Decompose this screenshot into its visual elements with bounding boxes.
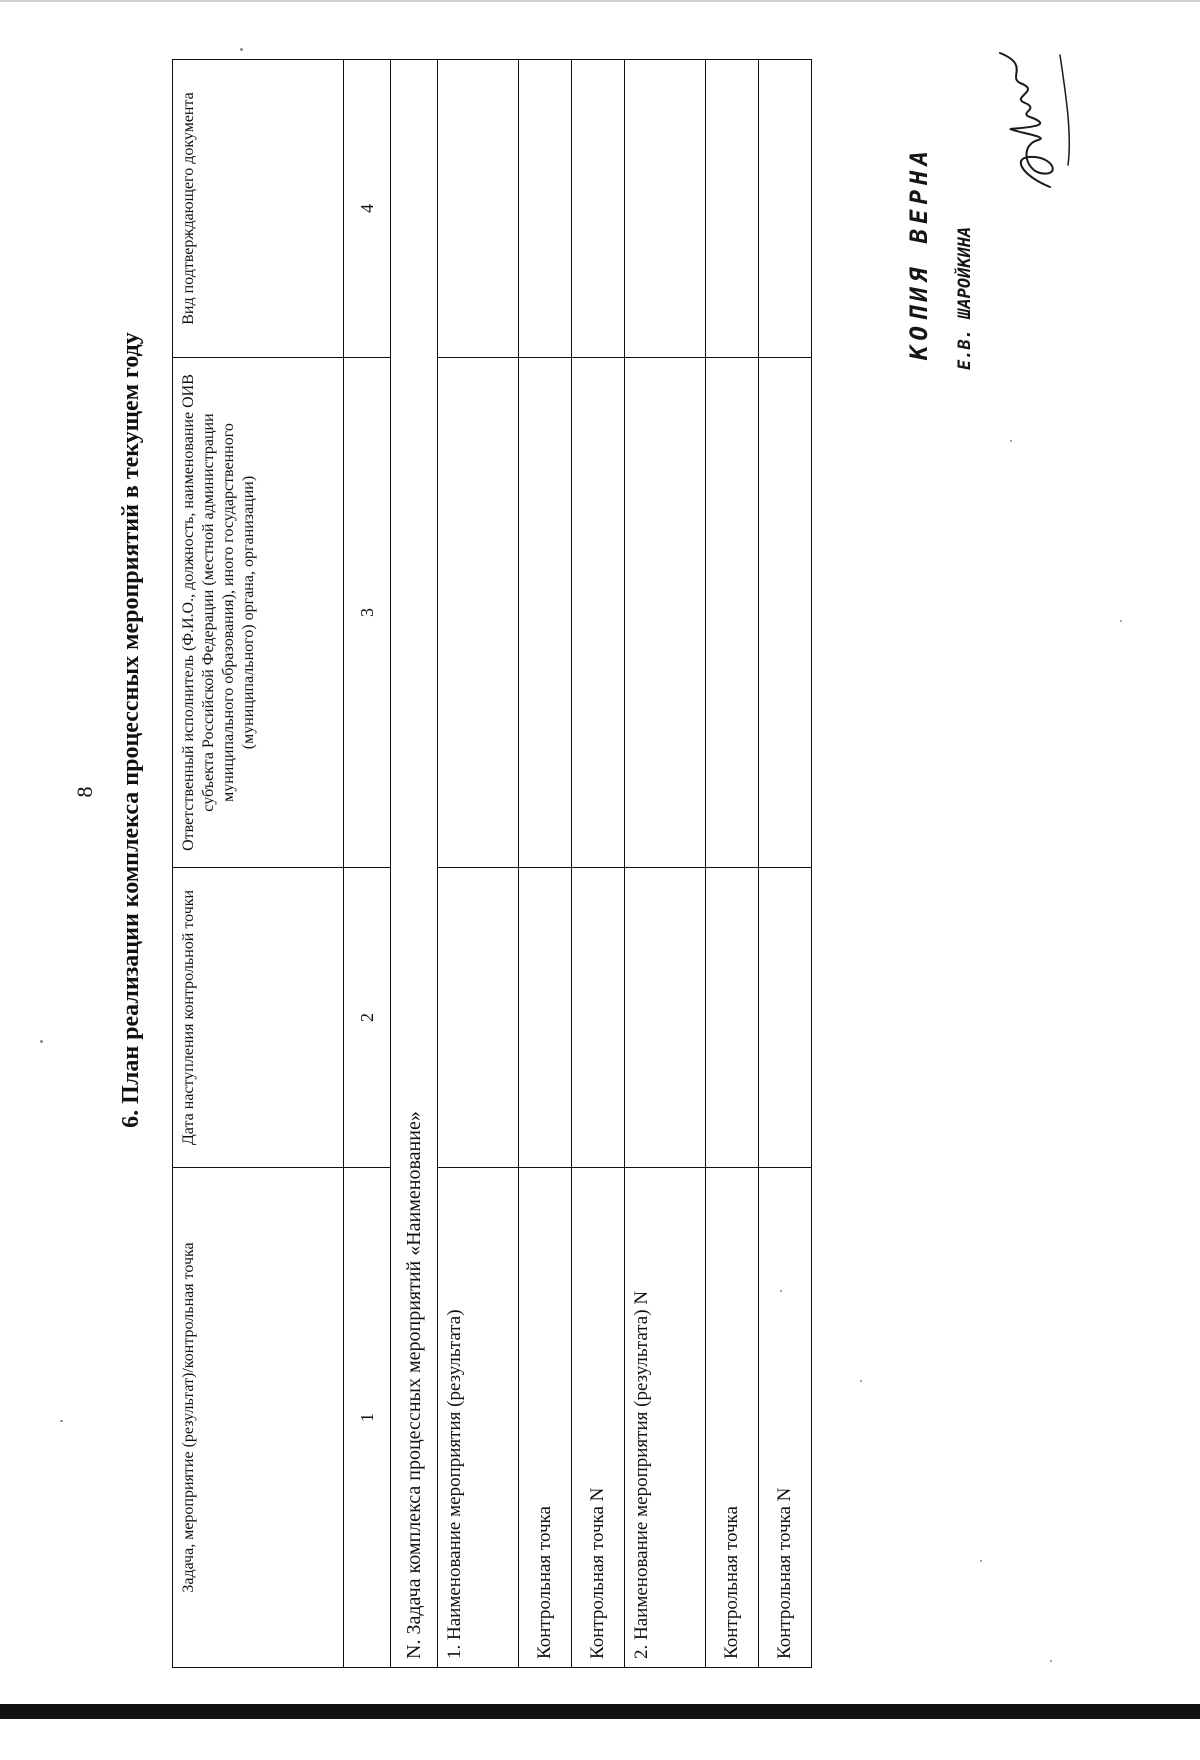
table-row (759, 60, 812, 1668)
table-cell (519, 868, 572, 1168)
header-row (173, 60, 344, 1668)
stamp-signer-name: Е.В. ШАРОЙКИНА (955, 226, 975, 370)
task-row (391, 60, 438, 1668)
column-number: 4 (344, 60, 391, 358)
row-label: Контрольная точка N (759, 1168, 812, 1668)
table-cell (625, 60, 706, 358)
section-title: 6. План реализации комплекса процессных мероприятий в текущем году (118, 332, 144, 1128)
plan-table (172, 59, 812, 1668)
table-row (625, 60, 706, 1668)
table-cell (438, 868, 519, 1168)
table-cell (438, 358, 519, 868)
table-cell (706, 358, 759, 868)
table-cell (438, 60, 519, 358)
header-task: Задача, мероприятие (результат)/контрольная точка (173, 1168, 344, 1668)
table-cell (519, 60, 572, 358)
column-number: 1 (344, 1168, 391, 1668)
column-number: 3 (344, 358, 391, 868)
table-cell (759, 868, 812, 1168)
table-row (572, 60, 625, 1668)
column-number-row (344, 60, 391, 1668)
table-cell (519, 358, 572, 868)
table-cell (625, 868, 706, 1168)
table-cell (572, 868, 625, 1168)
header-document: Вид подтверждающего документа (173, 60, 344, 358)
header-executor: Ответственный исполнитель (Ф.И.О., должность, наименование ОИВ субъекта Российской Федерации (местной администрации муниципального образования), иного государственного (муниципального) органа, организации) (173, 358, 344, 868)
certification-stamp: КОПИЯ ВЕРНА (905, 146, 933, 360)
table-row (706, 60, 759, 1668)
table-row (438, 60, 519, 1668)
row-label: 2. Наименование мероприятия (результата) N (625, 1168, 706, 1668)
signature-icon (980, 45, 1090, 195)
table-cell (572, 60, 625, 358)
table-cell (572, 358, 625, 868)
table-cell (706, 60, 759, 358)
row-label: Контрольная точка (519, 1168, 572, 1668)
column-number: 2 (344, 868, 391, 1168)
header-date: Дата наступления контрольной точки (173, 868, 344, 1168)
row-label: Контрольная точка N (572, 1168, 625, 1668)
table-row (519, 60, 572, 1668)
row-label: Контрольная точка (706, 1168, 759, 1668)
task-title: N. Задача комплекса процессных мероприятий «Наименование» (391, 60, 438, 1668)
page-number: 8 (72, 786, 97, 798)
table-cell (759, 60, 812, 358)
row-label: 1. Наименование мероприятия (результата) (438, 1168, 519, 1668)
table-cell (706, 868, 759, 1168)
table-cell (759, 358, 812, 868)
table-cell (625, 358, 706, 868)
